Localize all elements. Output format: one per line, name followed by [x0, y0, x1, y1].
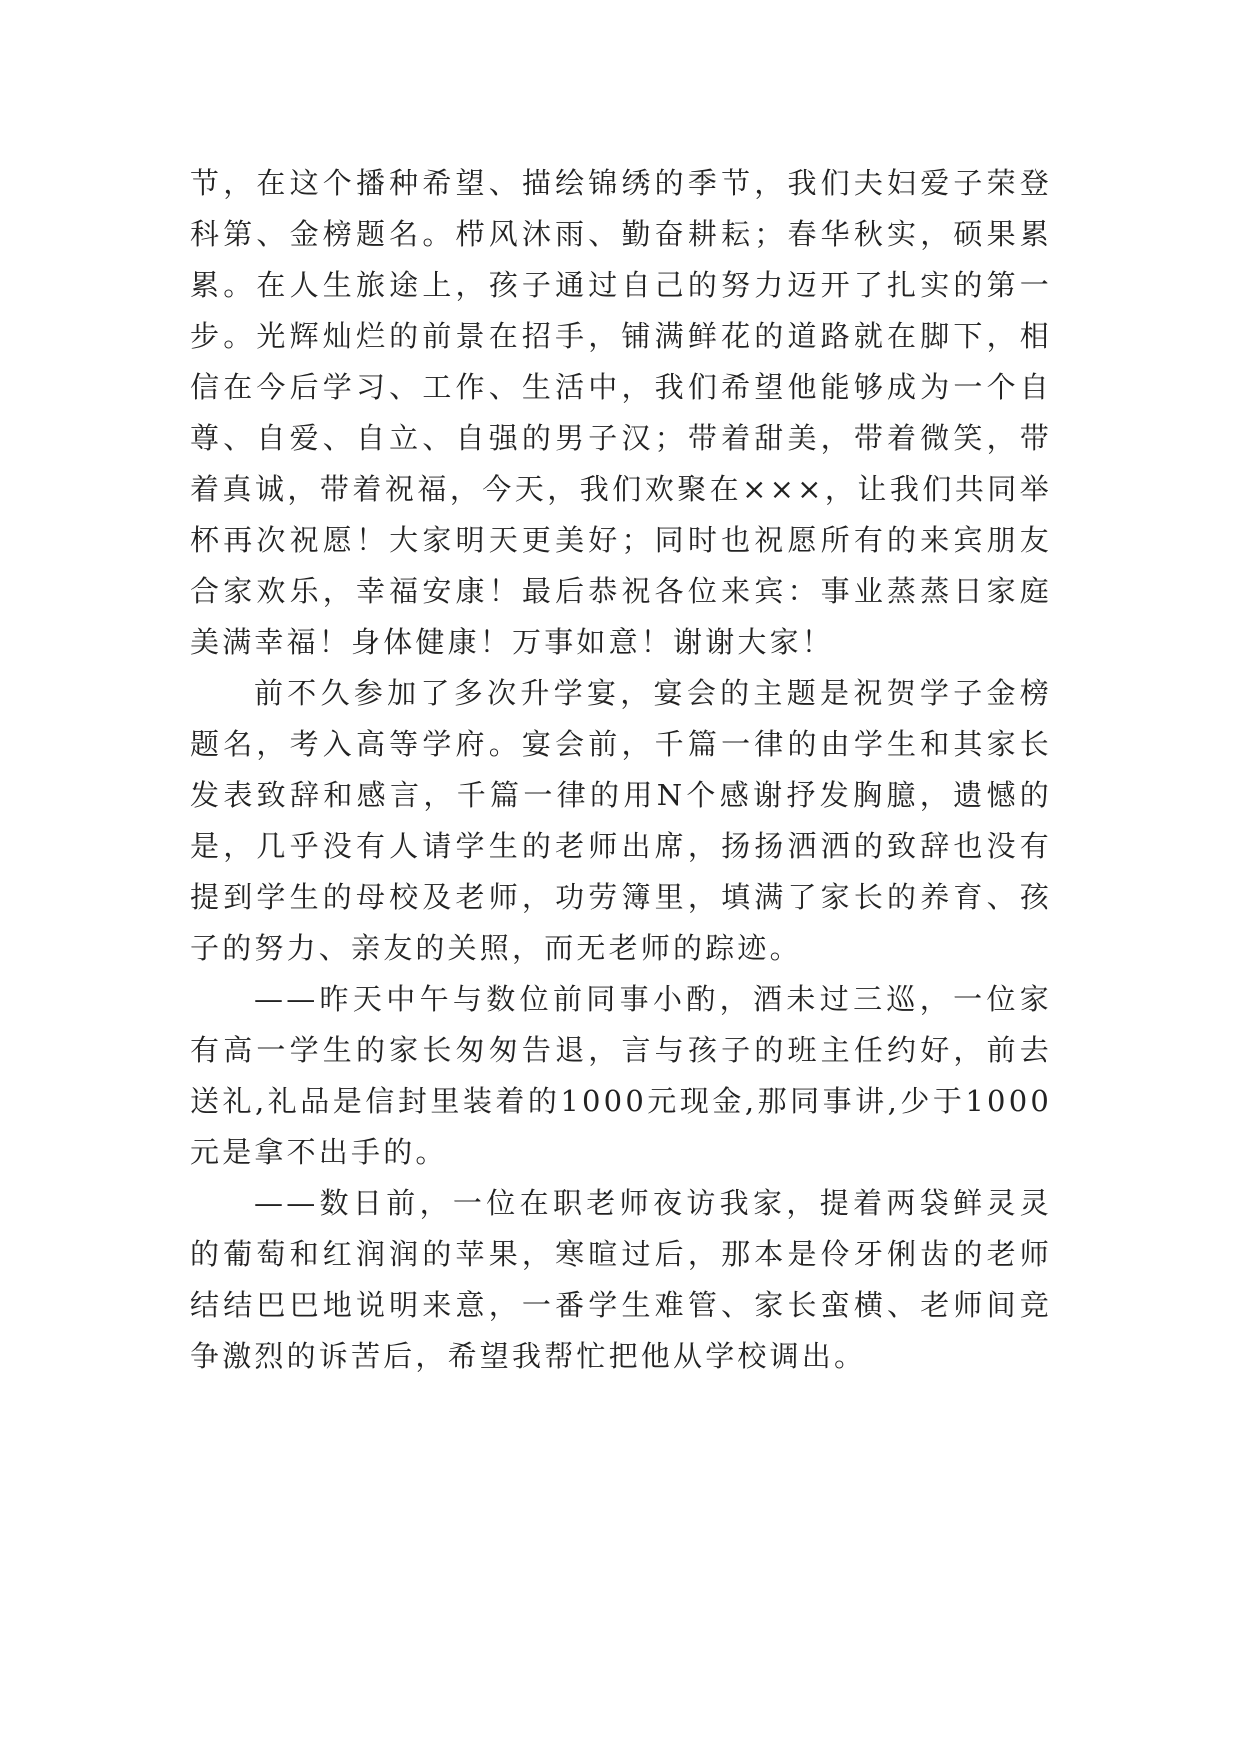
paragraph-continued: 节，在这个播种希望、描绘锦绣的季节，我们夫妇爱子荣登科第、金榜题名。栉风沐雨、勤奋耕耘；春华秋实，硕果累累。在人生旅途上，孩子通过自己的努力迈开了扎实的第一步。光辉灿烂的前景在招手，铺满鲜花的道路就在脚下，相信在今后学习、工作、生活中，我们希望他能够成为一个自尊、自爱、自立、自强的男子汉；带着甜美，带着微笑，带着真诚，带着祝福，今天，我们欢聚在×××，让我们共同举杯再次祝愿！大家明天更美好；同时也祝愿所有的来宾朋友合家欢乐，幸福安康！最后恭祝各位来宾：事业蒸蒸日家庭美满幸福！身体健康！万事如意！谢谢大家！ — [190, 166, 1052, 659]
document-page — [190, 158, 1052, 1382]
paragraph-teacher-visit: ——数日前，一位在职老师夜访我家，提着两袋鲜灵灵的葡萄和红润润的苹果，寒暄过后，那本是伶牙俐齿的老师结结巴巴地说明来意，一番学生难管、家长蛮横、老师间竞争激烈的诉苦后，希望我帮忙把他从学校调出。 — [190, 1186, 1052, 1373]
paragraph-banquet: 前不久参加了多次升学宴，宴会的主题是祝贺学子金榜题名，考入高等学府。宴会前，千篇一律的由学生和其家长发表致辞和感言，千篇一律的用N个感谢抒发胸臆，遗憾的是，几乎没有人请学生的老师出席，扬扬洒洒的致辞也没有提到学生的母校及老师，功劳簿里，填满了家长的养育、孩子的努力、亲友的关照，而无老师的踪迹。 — [190, 676, 1052, 965]
paragraph-gift: ——昨天中午与数位前同事小酌，酒未过三巡，一位家有高一学生的家长匆匆告退，言与孩子的班主任约好，前去送礼,礼品是信封里装着的1000元现金,那同事讲,少于1000元是拿不出手的。 — [190, 982, 1052, 1169]
